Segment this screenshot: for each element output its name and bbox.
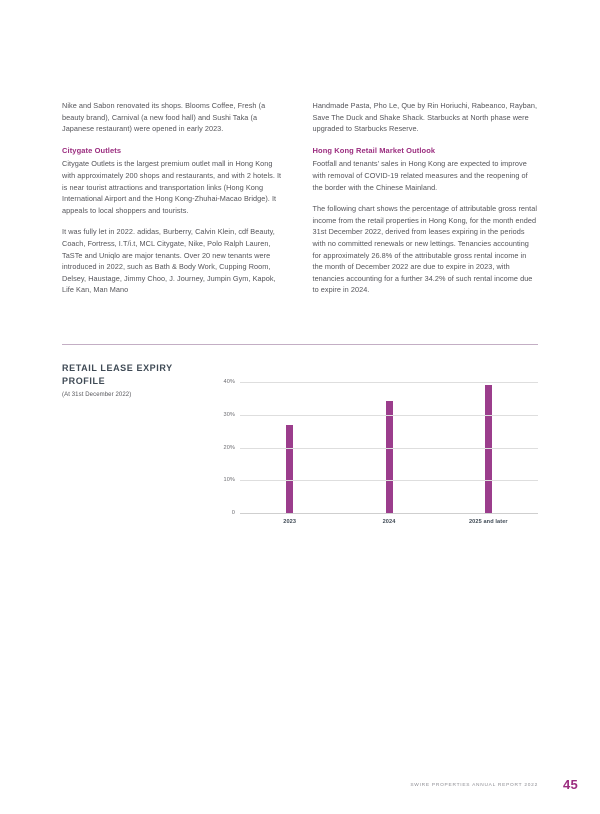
chart-gridline	[240, 415, 538, 416]
chart-x-axis-label: 2024	[382, 519, 396, 525]
left-section-heading: Citygate Outlets	[62, 145, 122, 155]
chart-bar	[485, 385, 492, 513]
right-section-heading: Hong Kong Retail Market Outlook	[312, 145, 436, 155]
left-paragraph-2: Citygate Outlets is the largest premium outlet mall in Hong Kong with approximately 200 shops and restaurants, and with 2 hotels. It is near tourist attractions and transportation links (Hong Kong International Airport and the Hong Kong-Zhuhai-Macao Bridge). It appeals to local shoppers and tourists.	[62, 159, 282, 215]
right-paragraph-2: Footfall and tenants' sales in Hong Kong are expected to improve with removal of COVID-19 related measures and the reopening of the border with the Chinese Mainland.	[312, 159, 528, 192]
chart-bar	[386, 401, 393, 513]
chart-y-axis-label: 40%	[223, 379, 235, 385]
chart-y-axis-label: 30%	[223, 411, 235, 418]
chart-gridline	[240, 480, 538, 481]
chart-plot-area	[212, 374, 538, 540]
chart-grid	[223, 379, 538, 525]
chart-y-axis-label: 20%	[223, 444, 235, 451]
right-paragraph-3: The following chart shows the percentage of attributable gross rental income from the retail properties in Hong Kong, for the month ended 31st December 2022, derived from leases expiring in the periods with no committed renewals or new lettings. Tenancies accounting for approximately 26.8% of the attributable gross rental income in the month of December 2022 are due to expire in 2023, with tenancies accounting for a further 34.2% of such rental income due to expire in 2024.	[312, 204, 538, 295]
left-column	[62, 100, 288, 296]
right-paragraph-1: Handmade Pasta, Pho Le, Que by Rin Horiuchi, Rabeanco, Rayban, Save The Duck and Shake Shack. Starbucks at North phase were upgraded to Starbucks Reserve.	[312, 101, 538, 134]
chart-y-axis-label: 10%	[223, 477, 235, 484]
chart-y-axis-label: 0	[231, 510, 235, 516]
chart-subtitle: (At 31st December 2022)	[62, 392, 132, 398]
retail-lease-expiry-chart	[62, 362, 538, 537]
chart-gridline	[240, 448, 538, 449]
text-columns	[62, 100, 538, 296]
chart-gridline	[240, 513, 538, 514]
chart-bar	[286, 425, 293, 513]
chart-heading-group	[62, 362, 202, 400]
left-paragraph-3: It was fully let in 2022. adidas, Burberry, Calvin Klein, cdf Beauty, Coach, Fortress, I.T/i.t, MCL Citygate, Nike, Polo Ralph Lauren, TaSTe and Uniqlo are major tenants. Over 20 new tenants were introduced in 2022, such as Bath & Body Work, Cupping Room, Delsey, Haustage, Jimmy Choo, J. Journey, Jumpin Gym, Kapok, Life Kan, Man Mano	[62, 227, 276, 295]
chart-x-axis-label: 2025 and later	[468, 519, 508, 525]
left-paragraph-1: Nike and Sabon renovated its shops. Blooms Coffee, Fresh (a beauty brand), Carnival (a new food hall) and Sushi Taka (a Japanese restaurant) were opened in early 2023.	[62, 101, 266, 134]
right-column	[313, 100, 539, 296]
chart-gridline	[240, 382, 538, 383]
footer-report-label: SWIRE PROPERTIES ANNUAL REPORT 2022	[410, 783, 538, 788]
page-number: 45	[562, 777, 578, 792]
section-divider	[62, 344, 538, 345]
page-footer	[0, 772, 600, 792]
chart-x-axis-label: 2023	[283, 519, 297, 525]
chart-title: RETAIL LEASE EXPIRY PROFILE	[62, 363, 173, 386]
